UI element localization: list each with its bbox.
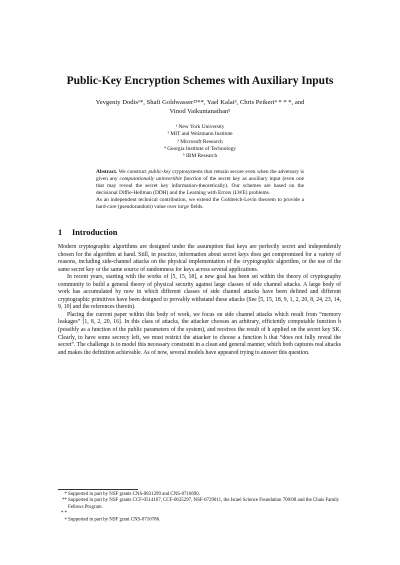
affiliation: ⁵ IBM Research <box>182 153 218 160</box>
footnote-mark: * <box>64 492 67 497</box>
affiliation: ¹ New York University <box>175 124 225 130</box>
section-title: Introduction <box>72 228 118 237</box>
author-list <box>60 99 340 116</box>
footnote-divider <box>58 489 138 490</box>
section-number: 1 <box>58 228 63 237</box>
section-heading <box>58 228 348 237</box>
affiliation: ³ Microsoft Research <box>177 138 223 145</box>
footnote-text: Supported in part by NSF grants CNS-0831299 and CNS-0716690. <box>68 492 200 497</box>
affiliation: ² MIT and Weizmann Institute <box>167 131 233 138</box>
body-text <box>58 244 341 357</box>
abstract-text: of the secret key as auxiliary input (even one that may reveal the secret key information-theoretically). Our schemes are based on the decisional Diffie-Hellman (DDH) and the Learning with Errors (LWE) problems. <box>96 176 304 197</box>
body-paragraph: In recent years, starting with the works of [5, 15, 18], a new goal has been set within the theory of cryptography community to build a general theory of physical security against large classes of side channel attacks. A large body of work has accumulated by now in which different classes of side channel attacks have been defined and different cryptographic primitives have been designed to provably withstand these attacks (See [5, 15, 18, 9, 1, 2, 20, 8, 24, 23, 14, 9, 10] and the references therein). <box>58 274 341 311</box>
abstract-paragraph-1 <box>96 169 304 197</box>
abstract-text: cryptosystems that remain secure even when the adversary is given any <box>96 169 304 183</box>
abstract-paragraph-2 <box>96 197 304 211</box>
abstract-label: Abstract. <box>96 169 118 175</box>
footnote <box>58 511 341 524</box>
affiliation: ⁴ Georgia Institute of Technology <box>164 145 236 152</box>
authors-line-1: Yevgeniy Dodis¹*, Shafi Goldwasser²³**, Yael Kalai³, Chris Peikert⁴ * * *, and <box>95 99 305 106</box>
abstract-text: As an independent technical contribution, we extend the Goldreich-Levin theorem to provide a hard-core (pseudorandom) value over <box>96 197 304 211</box>
abstract-emphasis: large <box>177 204 189 211</box>
abstract-text: fields. <box>189 204 204 211</box>
footnotes <box>58 492 341 524</box>
footnote-text: Supported in part by NSF grants CCF-0514167, CCF-0635297, NSF-0729011, the Israel Science Foundation 700/08 and the Chais Family Fellows Program. <box>68 498 340 510</box>
footnote <box>58 498 341 511</box>
footnote-mark: ** <box>62 498 67 504</box>
abstract <box>96 169 304 212</box>
authors-line-2: Vinod Vaikuntanathan⁵ <box>169 107 231 115</box>
abstract-emphasis: computationally uninvertible function <box>119 176 202 183</box>
footnote-mark: * * * <box>60 511 67 523</box>
body-paragraph: Modern cryptographic algorithms are designed under the assumption that keys are perfectly secret and independently chosen for the algorithm at hand. Still, in practice, information about secret keys does get compromised for a variety of reasons, including side-channel attacks on the physical implementation of the cryptographic algorithm, or the use of the same secret key or the same source of randomness for keys across several applications. <box>58 244 341 273</box>
abstract-text: We construct <box>117 169 149 175</box>
body-paragraph: Placing the current paper within this body of work, we focus on side channel attacks which result from “memory leakages” [1, 8, 2, 20, 16]. In this class of attacks, the attacker chooses an arbitrary, efficiently computable function h (possibly as a function of the public parameters of the system), and receives the result of h applied on the secret key SK. Clearly, to have some secrecy left, we must restrict the attacker to choose a function h that “does not fully reveal the secret”. The challenge is to model this necessary constraint in a clean and general manner, which both captures real attacks and makes the definition achievable. As of now, several models have appeared trying to answer this question. <box>58 311 341 356</box>
paper-title: Public-Key Encryption Schemes with Auxiliary Inputs <box>66 75 334 87</box>
affiliation-list <box>100 124 300 160</box>
abstract-emphasis: public-key <box>148 169 171 175</box>
footnote-text: Supported in part by NSF grant CNS-0716786. <box>68 517 161 523</box>
